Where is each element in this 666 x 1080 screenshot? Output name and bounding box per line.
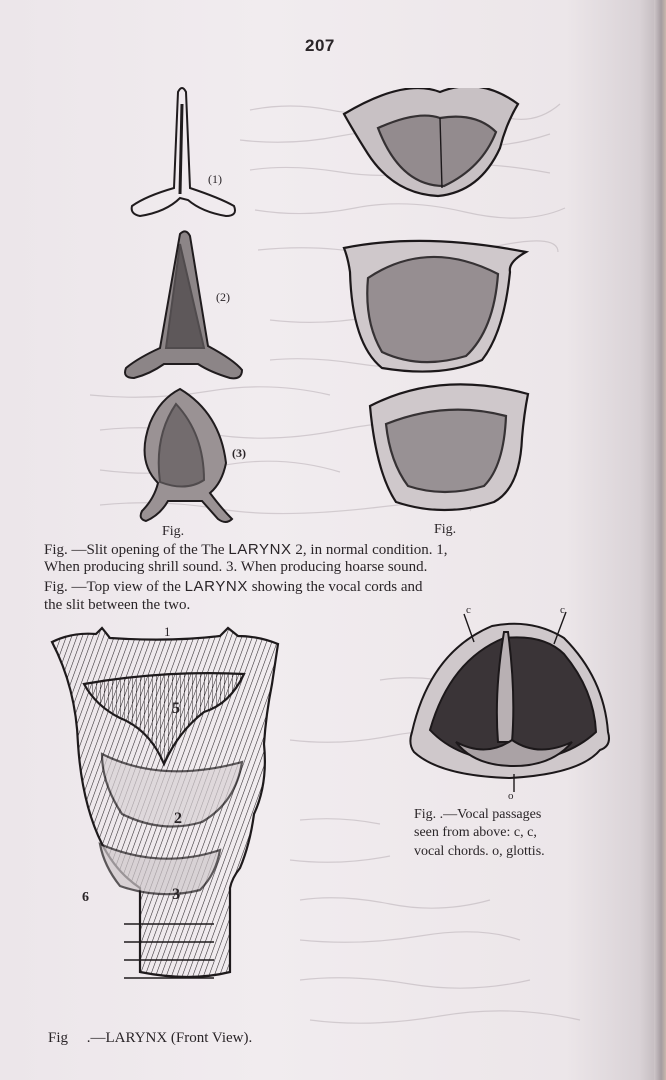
vocal-label-c-right: c [560, 604, 565, 616]
larynx-front-caption-text: .—LARYNX (Front View). [86, 1030, 253, 1046]
caption-line-3-prefix: Fig. —Top view of the [44, 579, 185, 595]
caption-larynx-term-2: LARYNX [184, 578, 248, 595]
caption-line-1-suffix: 2, in normal condition. 1, [291, 542, 448, 558]
vocal-caption-line-1: Fig. .—Vocal passages [414, 807, 542, 822]
vocal-label-c-left: c [466, 604, 471, 616]
caption-line-2: When producing shrill sound. 3. When producing hoarse sound. [44, 559, 428, 575]
fig-label-left: Fig. [162, 524, 185, 539]
larynx-label-5: 5 [172, 700, 180, 717]
caption-line-3 [44, 578, 423, 596]
larynx-label-6: 6 [82, 890, 89, 905]
vocal-caption-line-2: seen from above: c, c, [414, 825, 537, 840]
larynx-front-view-illustration [44, 624, 294, 1010]
caption-line-1-prefix: Fig. —Slit opening of the The [44, 542, 229, 558]
book-edge [654, 0, 666, 1080]
vocal-caption-line-3: vocal chords. o, glottis. [414, 844, 545, 859]
larynx-front-caption [48, 1030, 252, 1047]
larynx-label-1: 1 [164, 624, 171, 639]
caption-line-3-suffix: showing the vocal cords and [247, 579, 423, 595]
page-number: 207 [305, 36, 335, 55]
slit-label-1: (1) [208, 172, 222, 186]
slit-label-2: (2) [216, 290, 230, 304]
slit-label-3: (3) [232, 446, 246, 460]
caption-line-4: the slit between the two. [44, 597, 191, 613]
larynx-front-caption-fig: Fig [48, 1030, 69, 1046]
vocal-passages-illustration [404, 602, 614, 802]
larynx-label-2: 2 [174, 810, 182, 827]
fig-label-right: Fig. [434, 522, 457, 537]
larynx-label-3: 3 [172, 886, 180, 903]
caption-larynx-term-1: LARYNX [228, 541, 292, 558]
caption-line-1 [44, 541, 448, 559]
vocal-label-o: o [508, 790, 514, 802]
larynx-top-views-illustration [338, 88, 538, 518]
